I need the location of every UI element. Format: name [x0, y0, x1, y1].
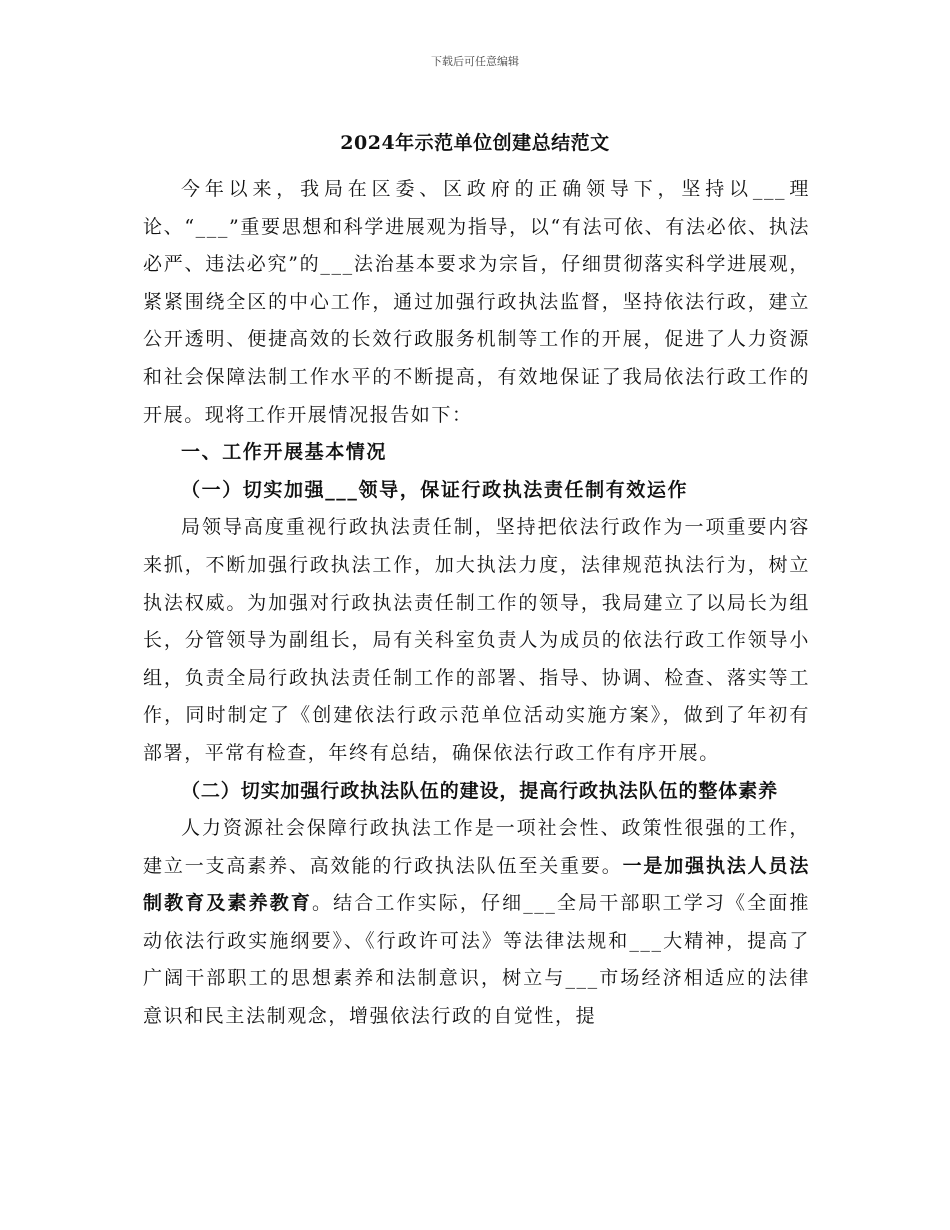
- subsection-heading-1: （一）切实加强___领导，保证行政执法责任制有效运作: [181, 478, 689, 501]
- intro-paragraph: 今年以来，我局在区委、区政府的正确领导下，坚持以___理论、“___”重要思想和科学进展观为指导，以“有法可依、有法必依、执法必严、违法必究”的___法治基本要求为宗旨，仔细贯彻落实科学进展观，紧紧围绕全区的中心工作，通过加强行政执法监督，坚持依法行政，建立公开透明、便捷高效的长效行政服务机制等工作的开展，促进了人力资源和社会保障法制工作水平的不断提高，有效地保证了我局依法行政工作的开展。现将工作开展情况报告如下：: [143, 178, 810, 426]
- emphasis-text: 一是加强执法人员法制教育及素养教育: [143, 854, 810, 915]
- document-title: 2024年示范单位创建总结范文: [340, 132, 610, 154]
- page-header: 下载后可任意编辑: [431, 55, 519, 68]
- paragraph-text: 。结合工作实际，仔细___全局干部职工学习《全面推动依法行政实施纲要》、《行政许可法》等法律法规和___大精神，提高了广阔干部职工的思想素养和法制意识，树立与___市场经济相适应的法律意识和民主法制观念，增强依法行政的自觉性，提: [143, 892, 810, 1028]
- subsection-1-paragraph: 局领导高度重视行政执法责任制，坚持把依法行政作为一项重要内容来抓，不断加强行政执法工作，加大执法力度，法律规范执法行为，树立执法权威。为加强对行政执法责任制工作的领导，我局建立了以局长为组长，分管领导为副组长，局有关科室负责人为成员的依法行政工作领导小组，负责全局行政执法责任制工作的部署、指导、协调、检查、落实等工作，同时制定了《创建依法行政示范单位活动实施方案》，做到了年初有部署，平常有检查，年终有总结，确保依法行政工作有序开展。: [143, 516, 810, 764]
- paragraph-text: 人力资源社会保障行政执法工作是一项社会性、政策性很强的工作，建立一支高素养、高效能的行政执法队伍至关重要。: [143, 817, 810, 877]
- section-heading-1: 一、工作开展基本情况: [181, 441, 388, 464]
- document-body: [143, 171, 810, 1036]
- subsection-2-paragraph: [143, 810, 810, 1036]
- subsection-heading-2: （二）切实加强行政执法队伍的建设，提高行政执法队伍的整体素养: [181, 779, 779, 802]
